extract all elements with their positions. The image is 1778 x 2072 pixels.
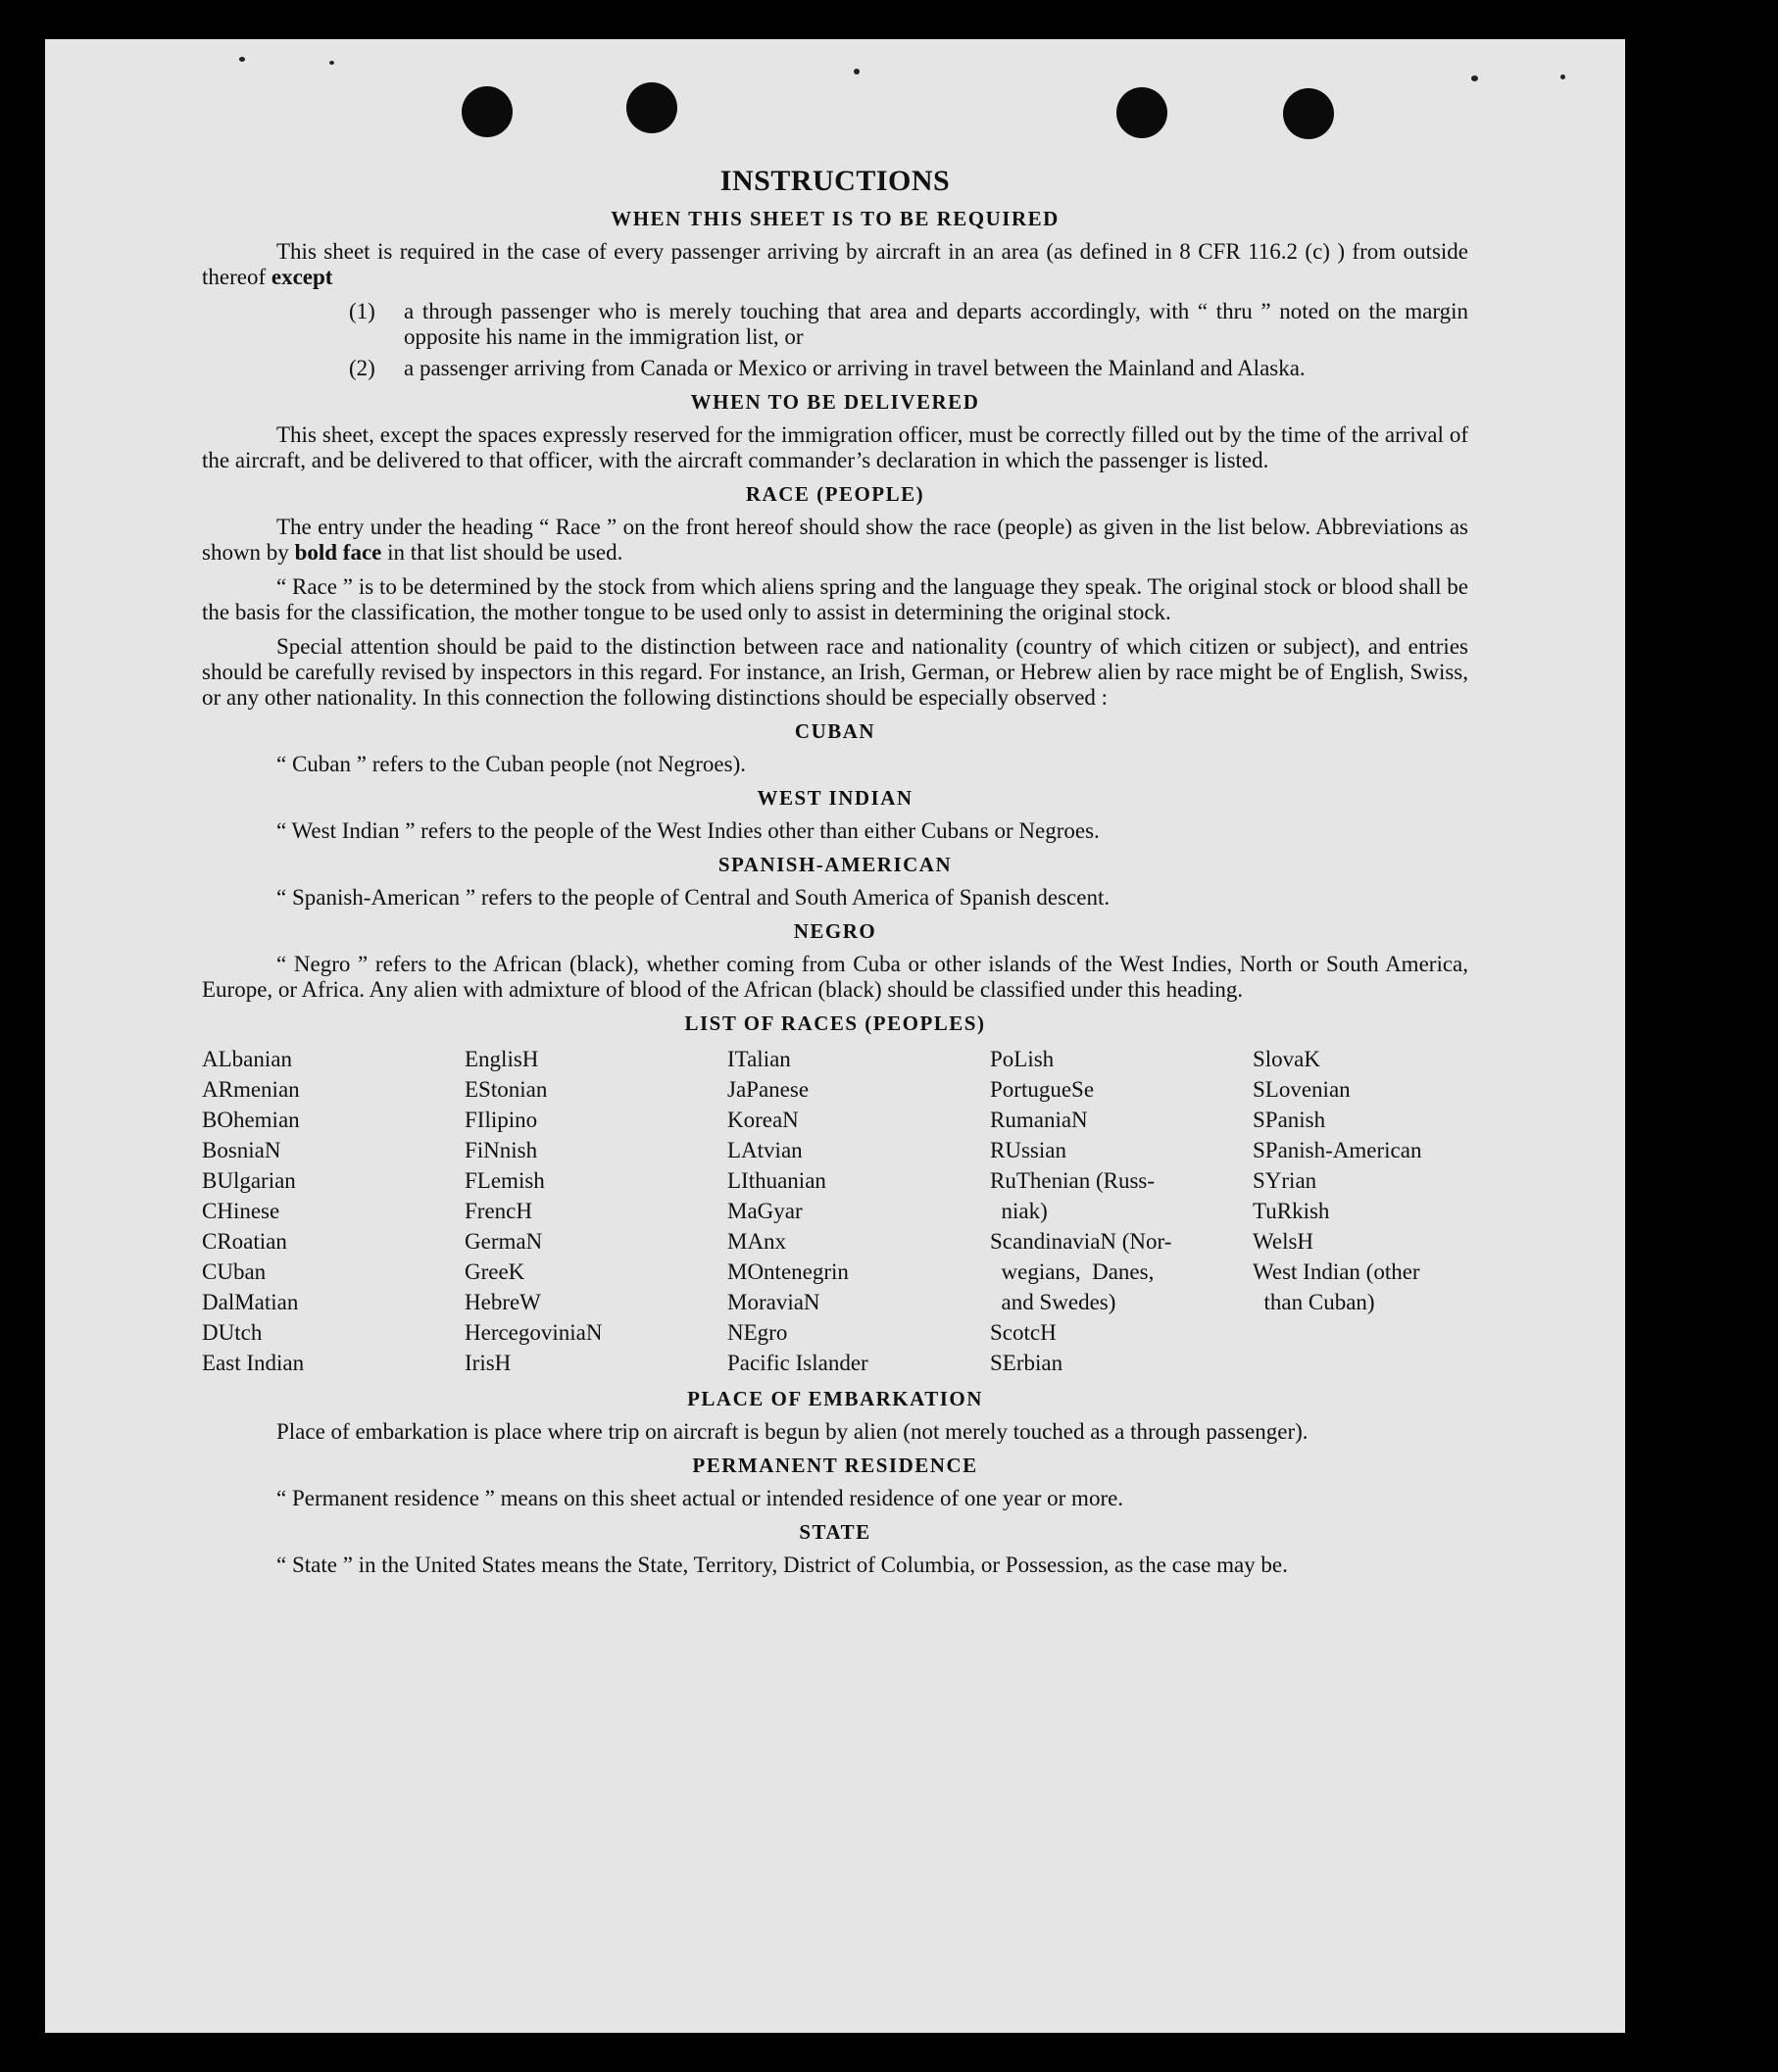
race-item: East Indian [202,1351,305,1375]
race-column [465,1044,727,1378]
race-item: FLemish [465,1168,545,1193]
list-item-number: (2) [349,356,375,380]
race-item: SPanish [1253,1108,1326,1132]
race-column [990,1044,1253,1378]
race-item: DalMatian [202,1290,299,1314]
paragraph-race-3: Special attention should be paid to the distinction between race and nationality (country of which citizen or subject), and entries should be carefully revised by inspectors in this regard. For instance, an Irish, German, or Hebrew alien by race might be of English, Swiss, or any other nationality. In this connection the following distinctions should be especially observed : [202,634,1468,710]
race-item: ScotcH [990,1320,1057,1345]
race-item: SYrian [1253,1168,1317,1193]
race-item: TuRkish [1253,1199,1330,1223]
paragraph-race-1 [202,515,1468,566]
paragraph-text: in that list should be used. [387,540,623,565]
heading-spanish-american: SPANISH-AMERICAN [717,853,953,876]
heading-cuban: CUBAN [794,719,876,743]
race-item: ARmenian [202,1077,300,1102]
race-item: PoLish [990,1047,1055,1071]
heading-embarkation: PLACE OF EMBARKATION [687,1387,983,1410]
race-item: IrisH [465,1351,512,1375]
punch-hole [1116,87,1167,138]
race-item: EnglisH [465,1047,539,1071]
race-item: CRoatian [202,1229,287,1254]
race-item: RUssian [990,1138,1066,1162]
race-item: ITalian [727,1047,791,1071]
page-title: INSTRUCTIONS [719,165,951,197]
paragraph-text: This sheet is required in the case of every passenger arriving by aircraft in an area (as defined in 8 CFR 116.2 (c) ) from outside thereof [202,239,1468,289]
race-column [202,1044,465,1378]
race-item: GermaN [465,1229,543,1254]
race-item: ScandinaviaN (Nor- wegians, Danes, and Swedes) [990,1229,1172,1314]
list-item-number: (1) [349,299,375,323]
paragraph-spanish-american: “ Spanish-American ” refers to the people of Central and South America of Spanish descent. [276,885,1111,910]
heading-list-of-races: LIST OF RACES (PEOPLES) [684,1011,986,1035]
heading-permanent-residence: PERMANENT RESIDENCE [692,1454,978,1477]
bold-text: except [271,265,333,289]
speck [1471,75,1478,81]
race-item: EStonian [465,1077,548,1102]
race-item: SErbian [990,1351,1063,1375]
paragraph-text: The entry under the heading “ Race ” on the front hereof should show the race (people) as given in the list below. Abbreviations as shown by [202,515,1468,565]
paragraph-race-2: “ Race ” is to be determined by the stock from which aliens spring and the language they speak. The original stock or blood shall be the basis for the classification, the mother tongue to be used only to assist in determining the original stock. [202,574,1468,624]
race-item: NEgro [727,1320,788,1345]
race-column [1253,1044,1468,1378]
race-item: CUban [202,1259,267,1284]
race-item: LIthuanian [727,1168,826,1193]
race-item: CHinese [202,1199,280,1223]
race-item: GreeK [465,1259,525,1284]
race-item: KoreaN [727,1108,799,1132]
race-column [727,1044,990,1378]
race-item: SPanish-American [1253,1138,1422,1162]
race-item: HebreW [465,1290,541,1314]
race-list [202,1044,1468,1378]
race-item: LAtvian [727,1138,803,1162]
speck [854,69,860,74]
list-item [202,299,1468,350]
race-item: MAnx [727,1229,787,1254]
paragraph-when-required [202,239,1468,290]
speck [329,61,334,65]
race-item: MOntenegrin [727,1259,849,1284]
race-item: BUlgarian [202,1168,296,1193]
list-item-text: a passenger arriving from Canada or Mexico or arriving in travel between the Mainland and Alaska. [404,356,1306,380]
race-item: BosniaN [202,1138,281,1162]
punch-hole [462,86,513,137]
paragraph-negro: “ Negro ” refers to the African (black), whether coming from Cuba or other islands of the West Indies, North or South America, Europe, or Africa. Any alien with admixture of blood of the African (black) should be classified under this heading. [202,952,1468,1002]
paragraph-embarkation: Place of embarkation is place where trip on aircraft is begun by alien (not merely touched as a through passenger). [276,1419,1309,1444]
list-item [202,356,1468,381]
race-item: FiNnish [465,1138,538,1162]
heading-race: RACE (PEOPLE) [745,482,925,506]
instructions-text [202,165,1468,1587]
paragraph-cuban: “ Cuban ” refers to the Cuban people (not Negroes). [276,752,747,776]
race-item: RumaniaN [990,1108,1088,1132]
race-item: RuThenian (Russ- niak) [990,1168,1156,1223]
race-item: BOhemian [202,1108,300,1132]
heading-west-indian: WEST INDIAN [757,786,914,810]
bold-text: bold face [294,540,382,565]
race-item: FrencH [465,1199,532,1223]
speck [1560,74,1565,79]
punch-hole [1283,88,1334,139]
paragraph-when-delivered: This sheet, except the spaces expressly reserved for the immigration officer, must be correctly filled out by the time of the arrival of the aircraft, and be delivered to that officer, with the aircraft commander’s declaration in which the passenger is listed. [202,422,1468,472]
race-item: DUtch [202,1320,263,1345]
paragraph-west-indian: “ West Indian ” refers to the people of the West Indies other than either Cubans or Negroes. [276,818,1100,843]
heading-state: STATE [799,1520,871,1544]
race-item: FIlipino [465,1108,538,1132]
race-item: ALbanian [202,1047,292,1071]
race-item: MaGyar [727,1199,803,1223]
race-item: SLovenian [1253,1077,1351,1102]
race-item: Pacific Islander [727,1351,868,1375]
race-item: JaPanese [727,1077,810,1102]
list-item-text: a through passenger who is merely touching that area and departs accordingly, with “ thru ” noted on the margin opposite his name in the immigration list, or [404,299,1468,349]
race-item: West Indian (other than Cuban) [1253,1259,1420,1314]
paragraph-permanent-residence: “ Permanent residence ” means on this sheet actual or intended residence of one year or more. [276,1486,1124,1510]
race-item: WelsH [1253,1229,1314,1254]
heading-when-required: WHEN THIS SHEET IS TO BE REQUIRED [611,207,1060,230]
race-item: HercegoviniaN [465,1320,603,1345]
race-item: PortugueSe [990,1077,1095,1102]
race-item: MoraviaN [727,1290,820,1314]
punch-hole [626,82,677,133]
speck [239,57,245,62]
heading-negro: NEGRO [793,919,877,943]
race-item: SlovaK [1253,1047,1320,1071]
paragraph-state: “ State ” in the United States means the State, Territory, District of Columbia, or Possession, as the case may be. [276,1553,1288,1577]
heading-when-delivered: WHEN TO BE DELIVERED [690,390,980,414]
document-page [45,39,1625,2033]
